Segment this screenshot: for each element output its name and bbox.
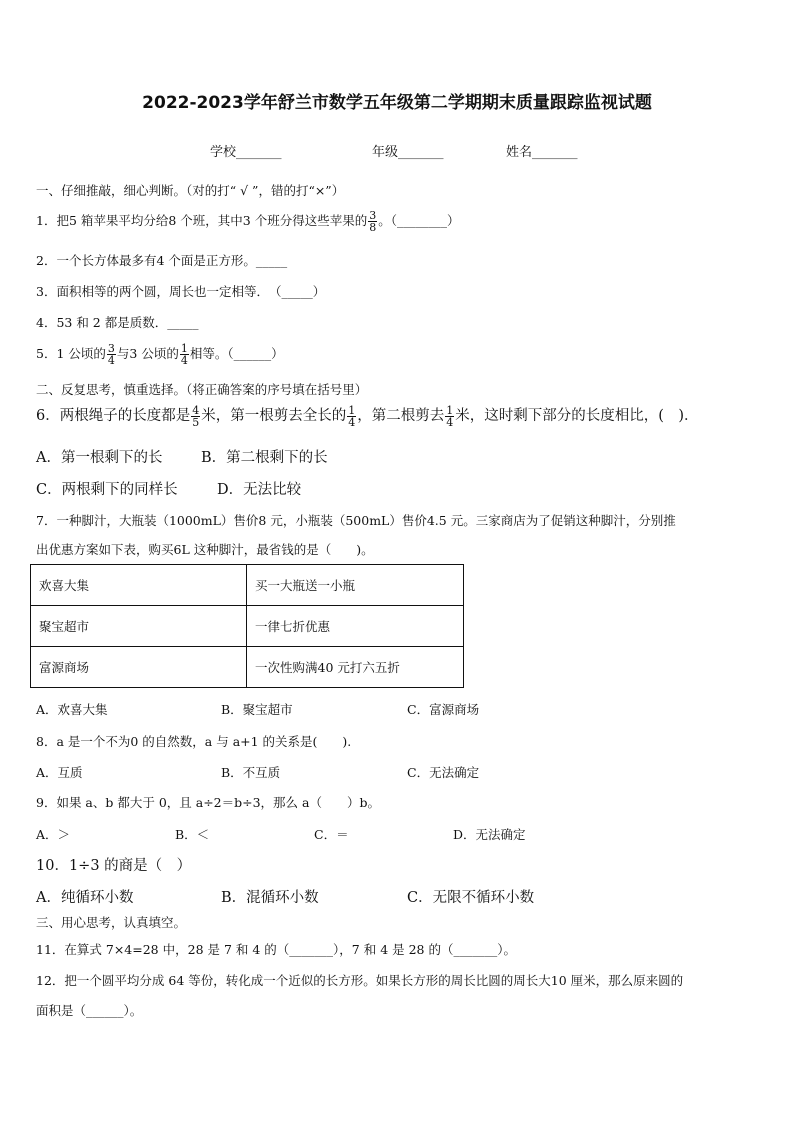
q6-text-end: 米，这时剩下部分的长度相比，( )． (455, 408, 699, 424)
q8-option-b[interactable]: B．不互质 (221, 765, 281, 780)
q7-option-a[interactable]: A．欢喜大集 (36, 702, 108, 717)
q5-answer-blank[interactable]: 相等。（______） (189, 346, 284, 361)
question-12-line-1: 12．把一个圆平均分成 64 等份，转化成一个近似的长方形。如果长方形的周长比圆的周长大10 厘米，那么原来圆的 (36, 973, 684, 988)
q7-option-b[interactable]: B．聚宝超市 (221, 702, 293, 717)
q7-offers-table (30, 564, 464, 688)
q5-text-mid: 与3 公顷的 (116, 346, 179, 361)
question-9: 9．如果 a、b 都大于 0，且 a÷2＝b÷3，那么 a（ ）b。 (36, 795, 380, 810)
question-5 (36, 343, 284, 366)
question-3: 3．面积相等的两个圆，周长也一定相等． （_____） (36, 284, 326, 299)
name-field[interactable]: 姓名_______ (506, 145, 578, 160)
q10-option-b[interactable]: B．混循环小数 (221, 890, 319, 906)
q7-option-c[interactable]: C．富源商场 (407, 702, 480, 717)
q9-option-b[interactable]: B．＜ (175, 827, 210, 842)
q1-answer-blank[interactable]: 。（________） (378, 213, 460, 228)
q6-option-b[interactable]: B．第二根剩下的长 (201, 450, 328, 466)
fraction: $\frac{1}{4}$ (348, 403, 356, 429)
q9-option-a[interactable]: A．＞ (36, 827, 71, 842)
q6-text-mid2: ，第二根剪去 (357, 408, 445, 424)
section-1-heading: 一、仔细推敲，细心判断。（对的打“ √ ”，错的打“×”） (36, 183, 345, 198)
q10-option-a[interactable]: A．纯循环小数 (36, 890, 134, 906)
school-field[interactable]: 学校_______ (210, 145, 282, 160)
fraction: $\frac{4}{5}$ (192, 403, 200, 429)
question-7-line-2: 出优惠方案如下表，购买6L 这种脚汁，最省钱的是（ )。 (36, 542, 374, 557)
offer-cell: 一律七折优惠 (247, 606, 464, 647)
store-cell: 欢喜大集 (31, 565, 247, 606)
q6-text-mid1: 米，第一根剪去全长的 (201, 408, 347, 424)
fraction: $\frac{3}{8}$ (369, 209, 377, 234)
question-4: 4．53 和 2 都是质数．_____ (36, 315, 199, 330)
offer-cell: 买一大瓶送一小瓶 (247, 565, 464, 606)
store-cell: 聚宝超市 (31, 606, 247, 647)
section-3-heading: 三、用心思考，认真填空。 (36, 915, 187, 930)
fraction: $\frac{1}{4}$ (446, 403, 454, 429)
question-2: 2．一个长方体最多有4 个面是正方形。_____ (36, 253, 288, 268)
section-2-heading: 二、反复思考，慎重选择。（将正确答案的序号填在括号里） (36, 382, 368, 397)
store-cell: 富源商场 (31, 647, 247, 688)
grade-field[interactable]: 年级_______ (372, 145, 444, 160)
page-title: 2022-2023学年舒兰市数学五年级第二学期期末质量跟踪监视试题 (142, 93, 652, 113)
q8-option-a[interactable]: A．互质 (36, 765, 83, 780)
question-1 (36, 210, 460, 233)
question-10: 10．1÷3 的商是（ ） (36, 858, 192, 874)
q6-option-d[interactable]: D．无法比较 (217, 482, 302, 498)
q5-text: 5．1 公顷的 (36, 346, 106, 361)
question-11: 11．在算式 7×4=28 中，28 是 7 和 4 的（_______），7 和 4 是 28 的（_______）。 (36, 942, 516, 957)
table-row (31, 647, 464, 688)
question-6 (36, 404, 699, 428)
q10-option-c[interactable]: C．无限不循环小数 (407, 890, 535, 906)
question-12-line-2: 面积是（______）。 (36, 1003, 143, 1018)
question-7-line-1: 7．一种脚汁，大瓶装（1000mL）售价8 元，小瓶装（500mL）售价4.5 元。三家商店为了促销这种脚汁，分别推 (36, 513, 676, 528)
q6-option-a[interactable]: A．第一根剩下的长 (36, 450, 163, 466)
table-row (31, 606, 464, 647)
fraction: $\frac{1}{4}$ (180, 342, 188, 367)
offer-cell: 一次性购满40 元打六五折 (247, 647, 464, 688)
q8-option-c[interactable]: C．无法确定 (407, 765, 480, 780)
q6-option-c[interactable]: C．两根剩下的同样长 (36, 482, 178, 498)
question-8: 8．a 是一个不为0 的自然数，a 与 a+1 的关系是( ). (36, 734, 352, 749)
table-row (31, 565, 464, 606)
q6-text: 6．两根绳子的长度都是 (36, 408, 191, 424)
fraction: $\frac{3}{4}$ (107, 342, 115, 367)
q9-option-d[interactable]: D．无法确定 (453, 827, 526, 842)
q1-text: 1．把5 箱苹果平均分给8 个班，其中3 个班分得这些苹果的 (36, 213, 368, 228)
q9-option-c[interactable]: C．＝ (314, 827, 349, 842)
